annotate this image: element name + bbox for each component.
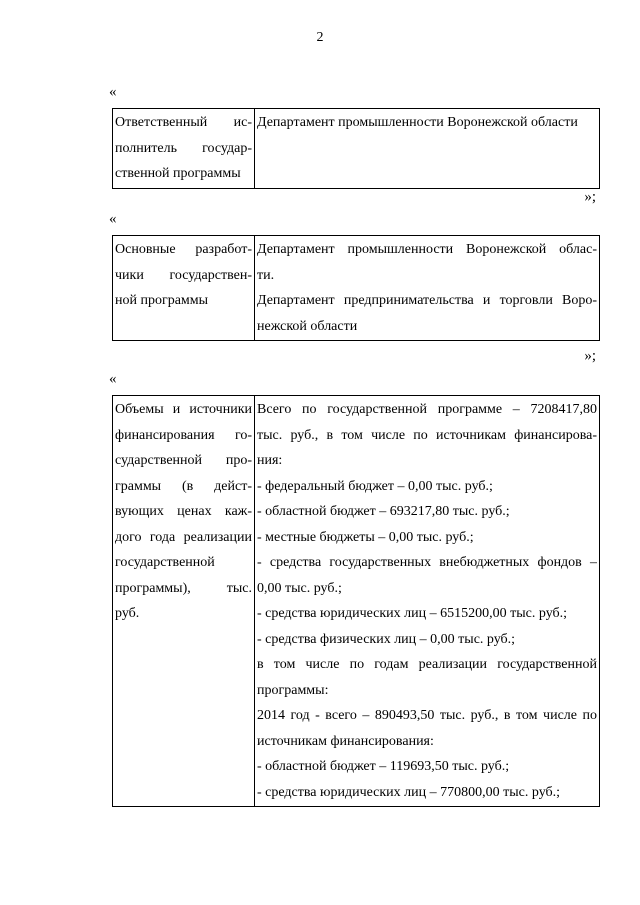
opening-quote-3: « bbox=[109, 371, 117, 387]
closing-quote-2: »; bbox=[584, 348, 596, 364]
label-line: сударственной про- bbox=[115, 453, 252, 468]
label-line: руб. bbox=[115, 606, 140, 621]
label-line: Ответственный ис- bbox=[115, 115, 252, 130]
page-number: 2 bbox=[316, 30, 324, 45]
value-line: - федеральный бюджет – 0,00 тыс. руб.; bbox=[257, 478, 493, 494]
main-developers-table bbox=[112, 235, 600, 341]
value-line: 0,00 тыс. руб.; bbox=[257, 580, 342, 596]
label-line: граммы (в дейст- bbox=[115, 478, 252, 494]
responsible-executor-table bbox=[112, 108, 600, 189]
value-line: Всего по государственной программе – 7208417,80 bbox=[257, 402, 597, 417]
label-line: государственной bbox=[115, 555, 215, 570]
label-line: Объемы и источники bbox=[115, 402, 252, 417]
responsible-executor-value bbox=[255, 109, 600, 189]
value-line: - областной бюджет – 693217,80 тыс. руб.; bbox=[257, 504, 510, 519]
value-line: Департамент предпринимательства и торговли Воро- bbox=[257, 293, 597, 308]
value-line: в том числе по годам реализации государственной bbox=[257, 657, 597, 672]
value-line: - средства государственных внебюджетных фондов – bbox=[257, 555, 597, 570]
opening-quote-1: « bbox=[109, 84, 117, 100]
value-line: - средства юридических лиц – 770800,00 тыс. руб.; bbox=[257, 784, 561, 800]
label-line: полнитель государ- bbox=[115, 140, 252, 156]
label-line: ственной программы bbox=[115, 166, 241, 181]
main-developers-value bbox=[255, 236, 600, 341]
value-line: 2014 год - всего – 890493,50 тыс. руб., в том числе по bbox=[257, 708, 597, 723]
opening-quote-2: « bbox=[109, 211, 117, 227]
label-line: Основные разработ- bbox=[115, 242, 252, 257]
responsible-executor-label bbox=[113, 109, 255, 189]
value-line: ти. bbox=[257, 267, 275, 283]
value-line: - средства физических лиц – 0,00 тыс. руб.; bbox=[257, 631, 516, 647]
value-line: нежской области bbox=[257, 318, 358, 334]
value-line: - областной бюджет – 119693,50 тыс. руб.; bbox=[257, 759, 510, 774]
value-line: источникам финансирования: bbox=[257, 733, 434, 749]
label-line: дого года реализации bbox=[115, 529, 252, 545]
value-line: тыс. руб., в том числе по источникам финансирова- bbox=[257, 427, 597, 443]
value-line: - средства юридических лиц – 6515200,00 тыс. руб.; bbox=[257, 606, 568, 621]
label-line: вующих ценах каж- bbox=[115, 504, 252, 519]
funding-volumes-label bbox=[113, 396, 255, 807]
value-line: Департамент промышленности Воронежской области bbox=[257, 115, 578, 130]
value-line: программы: bbox=[257, 682, 329, 698]
label-line: чики государствен- bbox=[115, 267, 252, 283]
funding-volumes-table bbox=[112, 395, 600, 807]
value-line: ния: bbox=[257, 453, 283, 468]
label-line: программы), тыс. bbox=[115, 580, 252, 596]
funding-volumes-value bbox=[255, 396, 600, 807]
closing-quote-1: »; bbox=[584, 189, 596, 205]
value-line: - местные бюджеты – 0,00 тыс. руб.; bbox=[257, 529, 474, 545]
value-line: Департамент промышленности Воронежской облас- bbox=[257, 242, 597, 257]
label-line: финансирования го- bbox=[115, 427, 252, 443]
label-line: ной программы bbox=[115, 293, 209, 308]
main-developers-label bbox=[113, 236, 255, 341]
